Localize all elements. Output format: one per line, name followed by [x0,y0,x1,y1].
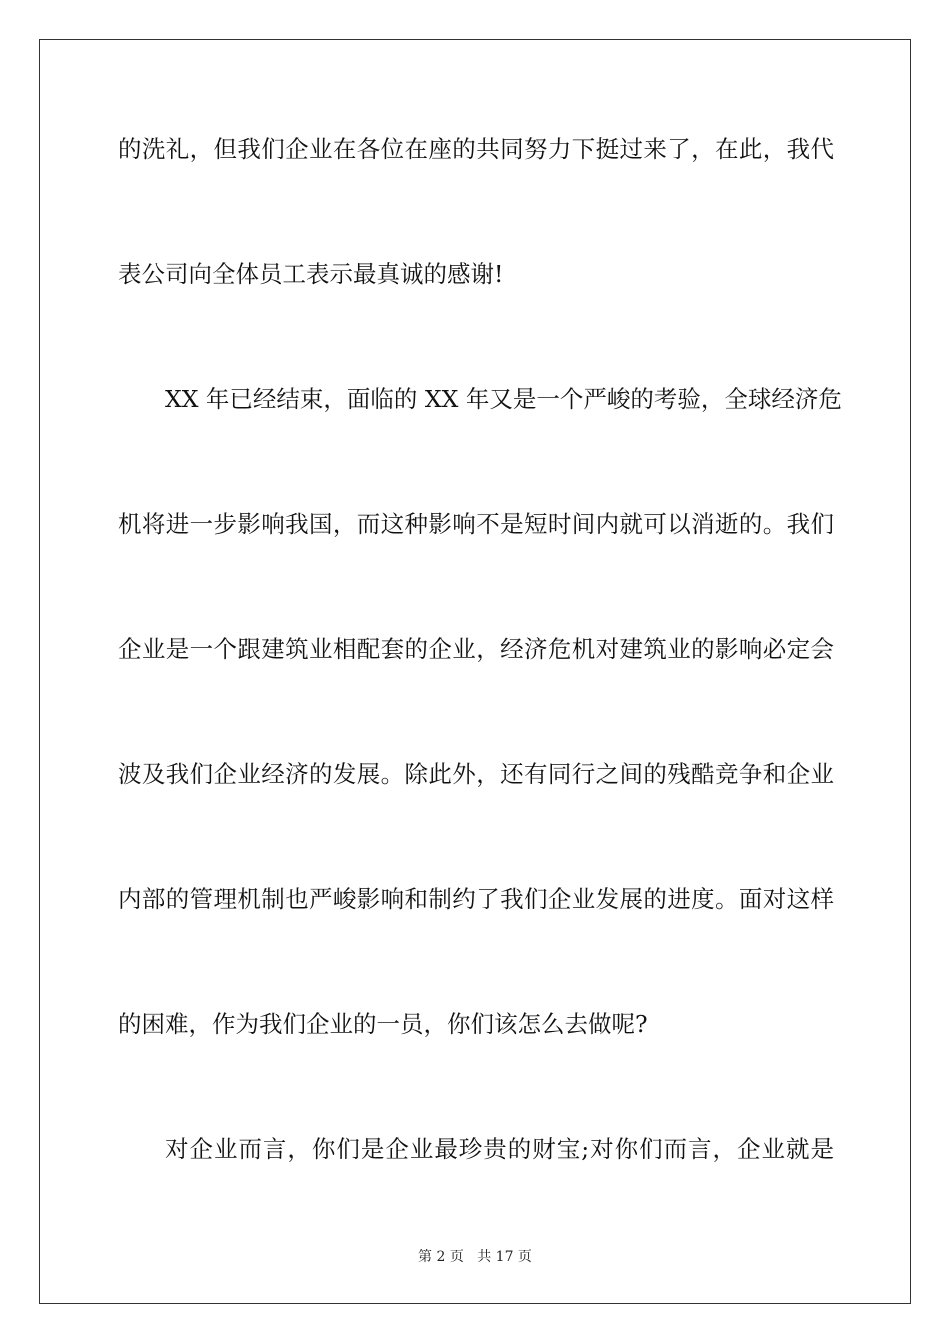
page-border [39,39,911,1304]
paragraph-line-3: XX 年已经结束，面临的 XX 年又是一个严峻的考验，全球经济危 [165,385,842,413]
paragraph-line-2: 表公司向全体员工表示最真诚的感谢! [118,260,504,288]
page-total: 共 17 页 [477,1249,532,1265]
paragraph-line-9: 对企业而言，你们是企业最珍贵的财宝;对你们而言，企业就是 [165,1135,834,1163]
paragraph-line-8: 的困难，作为我们企业的一员，你们该怎么去做呢? [118,1010,648,1038]
paragraph-line-5: 企业是一个跟建筑业相配套的企业，经济危机对建筑业的影响必定会 [118,635,834,663]
paragraph-line-6: 波及我们企业经济的发展。除此外，还有同行之间的残酷竞争和企业 [118,760,834,788]
page-number: 第 2 页 [418,1249,464,1265]
paragraph-line-1: 的洗礼，但我们企业在各位在座的共同努力下挺过来了，在此，我代 [118,135,834,163]
paragraph-line-4: 机将进一步影响我国，而这种影响不是短时间内就可以消逝的。我们 [118,510,834,538]
page-footer [0,1248,950,1266]
paragraph-line-7: 内部的管理机制也严峻影响和制约了我们企业发展的进度。面对这样 [118,885,834,913]
